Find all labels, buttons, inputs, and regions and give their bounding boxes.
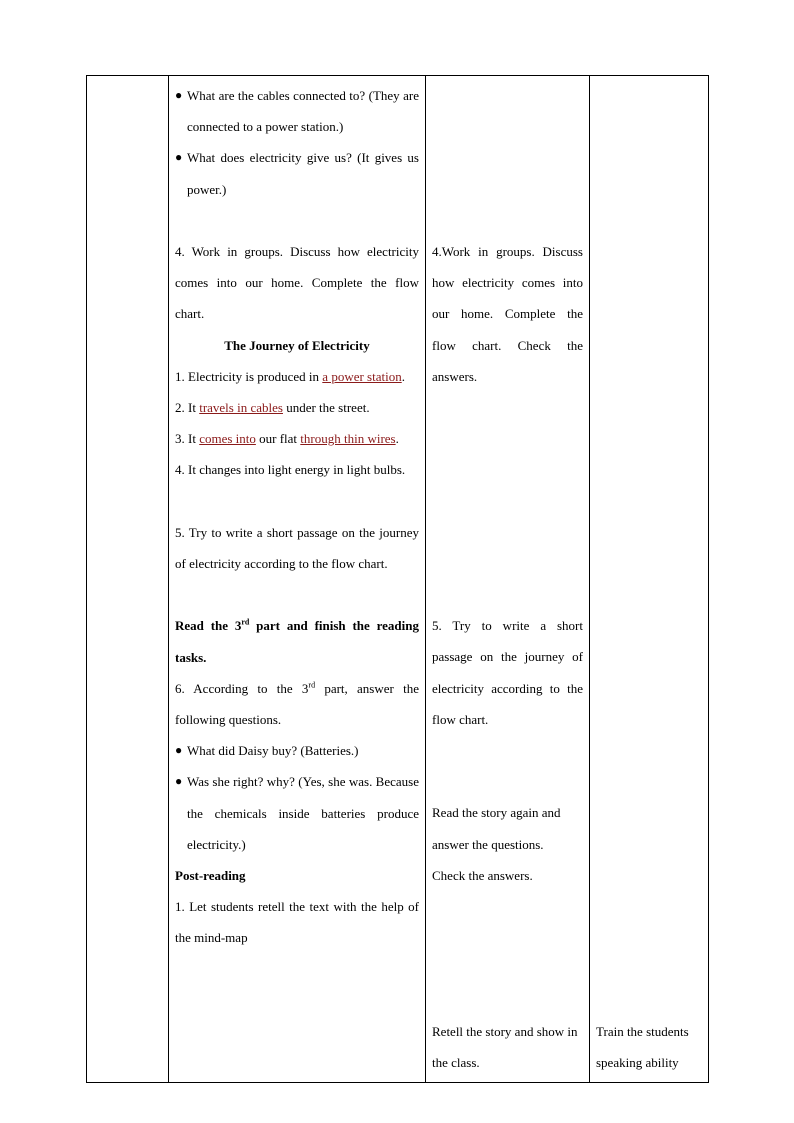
flow-chart-title: The Journey of Electricity (224, 337, 370, 353)
question-list (175, 80, 419, 205)
student-task-6-line-3: Check the answers. (432, 867, 533, 883)
post-reading-heading: Post-reading (175, 868, 246, 884)
bullet-icon: ● (175, 743, 183, 758)
question-list-2 (175, 735, 419, 860)
list-item: ● What does electricity give us? (It gives us power.) (175, 142, 419, 204)
student-task-4: 4.Work in groups. Discuss how electricity comes into our home. Complete the flow chart. Check the answers. (432, 243, 583, 384)
task-6-text: 6. According to the 3rd part, answer the following questions. (175, 680, 419, 728)
table-row (87, 76, 709, 1083)
bullet-icon: ● (175, 150, 183, 165)
list-item: ● What did Daisy buy? (Batteries.) (175, 735, 419, 766)
flow-step-3: 3. It comes into our flat through thin wires. (175, 431, 399, 447)
lesson-plan-table (86, 75, 709, 1083)
list-item: ● What are the cables connected to? (They are connected to a power station.) (175, 80, 419, 142)
teacher-activity-cell (169, 76, 426, 1083)
student-task-6-line-2: answer the questions. (432, 836, 544, 852)
task-5-text: 5. Try to write a short passage on the journey of electricity according to the flow chart. (175, 524, 419, 572)
student-post-reading: Retell the story and show in the class. (432, 1023, 578, 1071)
task-4-text: 4. Work in groups. Discuss how electricity comes into our home. Complete the flow chart. (175, 244, 419, 322)
student-task-6-line-1: Read the story again and (432, 805, 561, 821)
student-task-5: 5. Try to write a short passage on the journey of electricity according to the flow chart. (432, 618, 583, 727)
flow-step-4: 4. It changes into light energy in light bulbs. (175, 462, 406, 478)
bullet-icon: ● (175, 774, 183, 789)
post-reading-task-1: 1. Let students retell the text with the help of the mind-map (175, 899, 419, 946)
student-activity-cell (426, 76, 590, 1083)
flow-step-1: 1. Electricity is produced in a power station. (175, 368, 405, 384)
bullet-icon: ● (175, 88, 183, 102)
stage-column-cell (87, 76, 169, 1083)
purpose-post-reading: Train the students speaking ability (596, 1023, 689, 1070)
flow-step-2: 2. It travels in cables under the street. (175, 400, 370, 416)
list-item: ● Was she right? why? (Yes, she was. Because the chemicals inside batteries produce electricity.) (175, 766, 419, 860)
purpose-cell (590, 76, 709, 1083)
reading-part-3-heading: Read the 3rd part and finish the reading tasks. (175, 618, 419, 665)
